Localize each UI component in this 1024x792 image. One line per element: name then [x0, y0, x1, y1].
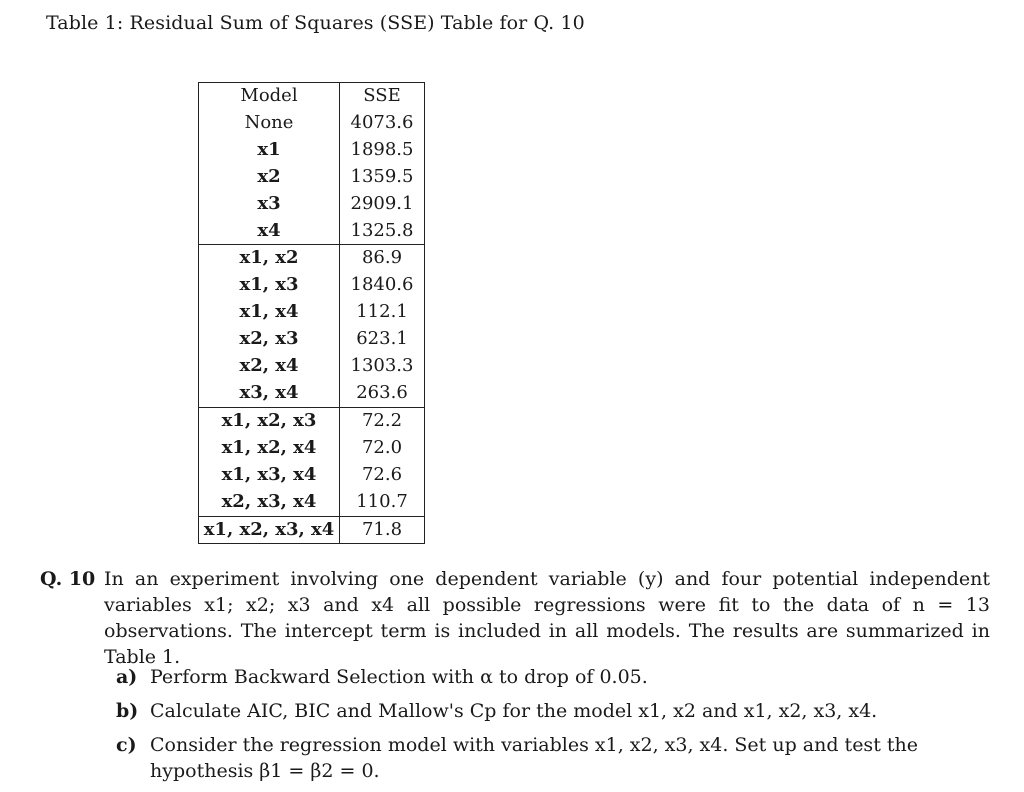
sse-cell: 112.1	[356, 301, 408, 323]
table-row	[199, 407, 425, 434]
question-part-b	[116, 698, 996, 724]
sse-cell: 71.8	[340, 516, 425, 544]
model-label: x1, x2	[239, 247, 299, 269]
question-parts	[116, 664, 996, 792]
sse-cell: 110.7	[356, 490, 408, 512]
model-label: x1, x4	[239, 301, 299, 323]
model-cell	[199, 110, 340, 137]
question-part-a	[116, 664, 996, 690]
model-cell	[199, 272, 340, 299]
sse-cell: 623.1	[356, 328, 408, 350]
question-part-c	[116, 732, 996, 784]
table-row	[199, 245, 425, 272]
question-block	[40, 566, 990, 670]
sse-cell: 1898.5	[350, 138, 414, 160]
model-cell	[199, 462, 340, 489]
table-row	[199, 272, 425, 299]
sse-cell: 72.6	[361, 463, 403, 485]
sse-cell: 2909.1	[350, 192, 414, 214]
part-label: a)	[116, 666, 138, 688]
model-label: x1, x3, x4	[221, 463, 317, 485]
table-row	[199, 218, 425, 245]
part-text: Consider the regression model with variables x1, x2, x3, x4. Set up and test the hypothesis β1 = β2 = 0.	[150, 734, 918, 782]
model-label: x2, x3	[239, 328, 299, 350]
model-cell	[199, 164, 340, 191]
part-text: Calculate AIC, BIC and Mallow's Cp for the model x1, x2 and x1, x2, x3, x4.	[150, 700, 878, 722]
model-cell	[199, 218, 340, 245]
model-label: x1, x2, x4	[221, 436, 317, 458]
table-row	[199, 489, 425, 516]
model-label: x1, x3	[239, 274, 299, 296]
part-label: c)	[116, 734, 137, 756]
sse-cell: 72.2	[340, 407, 425, 434]
table-row	[199, 435, 425, 462]
model-label: x2, x4	[239, 355, 299, 377]
sse-cell: 72.0	[361, 436, 403, 458]
table-row	[199, 299, 425, 326]
model-label: x1, x2, x3	[221, 409, 317, 431]
table-row	[199, 137, 425, 164]
model-label: x1, x2, x3, x4	[203, 518, 335, 540]
table-row	[199, 462, 425, 489]
part-label: b)	[116, 700, 139, 722]
model-cell	[199, 516, 340, 544]
model-label: x4	[257, 219, 281, 241]
model-cell	[199, 380, 340, 407]
table-header-row	[199, 83, 425, 110]
table-row	[199, 191, 425, 218]
model-cell	[199, 191, 340, 218]
table-caption: Table 1: Residual Sum of Squares (SSE) Table for Q. 10	[46, 12, 585, 34]
table-row	[199, 516, 425, 544]
model-label: x3, x4	[239, 381, 299, 403]
question-number: Q. 10	[40, 568, 96, 590]
model-label: x2, x3, x4	[221, 490, 317, 512]
sse-cell: 1303.3	[350, 355, 414, 377]
model-cell	[199, 435, 340, 462]
model-cell	[199, 137, 340, 164]
sse-cell: 86.9	[340, 245, 425, 272]
model-cell	[199, 245, 340, 272]
sse-cell: 263.6	[356, 381, 408, 403]
table-row	[199, 353, 425, 380]
table-row	[199, 110, 425, 137]
model-cell	[199, 326, 340, 353]
model-label: x1	[257, 138, 281, 160]
model-label: x2	[257, 165, 281, 187]
sse-cell: 1325.8	[350, 219, 414, 241]
model-cell	[199, 299, 340, 326]
sse-cell: 4073.6	[350, 111, 414, 133]
column-header-sse: SSE	[363, 85, 401, 106]
sse-cell: 1840.6	[350, 274, 414, 296]
sse-table	[198, 82, 425, 544]
model-label: None	[244, 111, 294, 133]
table-body	[199, 110, 425, 544]
model-cell	[199, 489, 340, 516]
table-row	[199, 326, 425, 353]
question-text: In an experiment involving one dependent variable (y) and four potential independent variables x1; x2; x3 and x4 all possible regressions were fit to the data of n = 13 observations. The intercept term is included in all models. The results are summarized in Table 1.	[104, 568, 990, 668]
table-row	[199, 380, 425, 407]
table-row	[199, 164, 425, 191]
part-text: Perform Backward Selection with α to drop of 0.05.	[150, 666, 648, 688]
model-cell	[199, 407, 340, 434]
column-header-model: Model	[199, 83, 340, 110]
model-label: x3	[257, 192, 281, 214]
sse-cell: 1359.5	[350, 165, 414, 187]
model-cell	[199, 353, 340, 380]
